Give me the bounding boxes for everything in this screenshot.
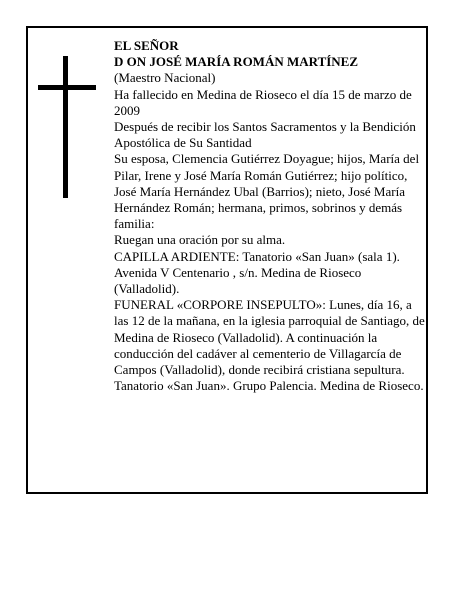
capilla-ardiente: CAPILLA ARDIENTE: Tanatorio «San Juan» (sala 1). Avenida V Centenario , s/n. Medina de Rioseco (Valladolid). <box>114 248 400 297</box>
funeral-home: Tanatorio «San Juan». Grupo Palencia. Medina de Rioseco. <box>114 378 424 394</box>
profession: (Maestro Nacional) <box>114 70 216 86</box>
sacraments-line: Después de recibir los Santos Sacramentos y la Bendición Apostólica de Su Santidad <box>114 119 416 151</box>
family-list: Su esposa, Clemencia Gutiérrez Doyague; hijos, María del Pilar, Irene y José María Román Gutiérrez; hijo político, José María Hernández Ubal (Barrios); nieto, José María Hernández Román; hermana, primos, sobrinos y demás familia: <box>114 151 420 232</box>
cross-vertical-bar <box>63 56 68 198</box>
death-announcement: Ha fallecido en Medina de Rioseco el día 15 de marzo de 2009 <box>114 86 412 118</box>
deceased-name: D ON JOSÉ MARÍA ROMÁN MARTÍNEZ <box>114 54 359 70</box>
title-line-1: EL SEÑOR <box>114 38 179 53</box>
obituary-text <box>114 38 426 394</box>
funeral-details: FUNERAL «CORPORE INSEPULTO»: Lunes, día 16, a las 12 de la mañana, en la iglesia parroquial de Santiago, de Medina de Rioseco (Valladolid). A continuación la conducción del cadáver al cementerio de Villagarcía de Campos (Valladolid), donde recibirá cristiana sepultura. <box>114 297 425 378</box>
prayer-request: Ruegan una oración por su alma. <box>114 232 286 248</box>
cross-icon <box>38 56 96 198</box>
cross-horizontal-bar <box>38 85 96 90</box>
